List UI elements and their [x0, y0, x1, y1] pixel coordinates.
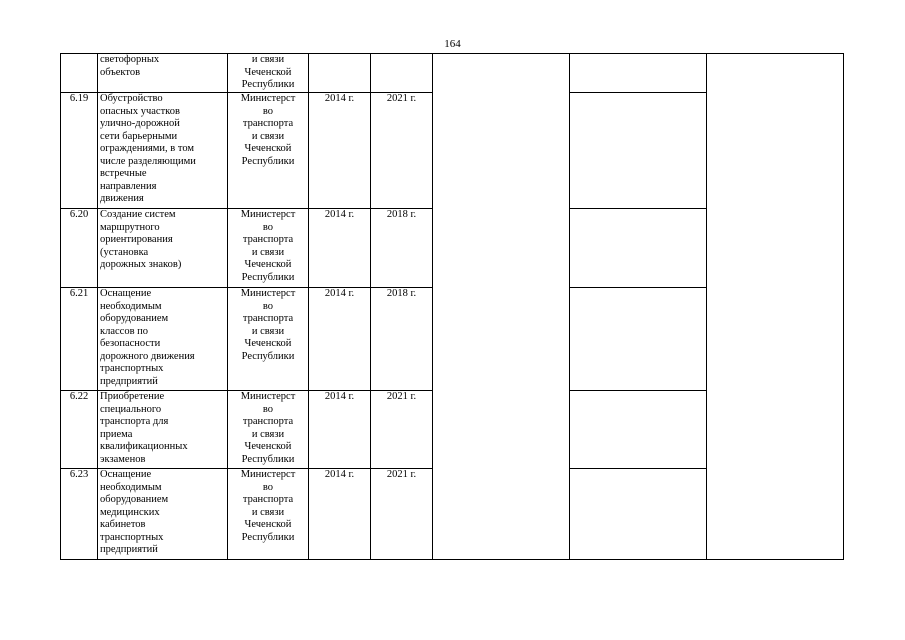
empty-cell	[570, 93, 707, 209]
measure-name: светофорных объектов	[98, 54, 228, 93]
table-row	[61, 54, 844, 93]
executor: и связи Чеченской Республики	[228, 54, 309, 93]
empty-cell	[570, 391, 707, 469]
row-number: 6.22	[61, 391, 98, 469]
measure-name: Оснащение необходимым оборудованием классов по безопасности дорожного движения транспортных предприятий	[98, 288, 228, 391]
measures-table	[60, 53, 844, 560]
end-year: 2018 г.	[371, 209, 433, 288]
empty-cell	[570, 54, 707, 93]
measure-name: Обустройство опасных участков улично-дорожной сети барьерными ограждениями, в том числе разделяющими встречные направления движения	[98, 93, 228, 209]
end-year: 2021 г.	[371, 391, 433, 469]
row-number: 6.21	[61, 288, 98, 391]
executor: Министерст во транспорта и связи Чеченской Республики	[228, 209, 309, 288]
measure-name: Создание систем маршрутного ориентирования (установка дорожных знаков)	[98, 209, 228, 288]
page-number: 164	[444, 38, 461, 50]
executor: Министерст во транспорта и связи Чеченской Республики	[228, 469, 309, 560]
empty-cell	[570, 288, 707, 391]
end-year	[371, 54, 433, 93]
row-number	[61, 54, 98, 93]
start-year: 2014 г.	[309, 391, 371, 469]
empty-merged-cell	[707, 54, 844, 560]
measure-name: Оснащение необходимым оборудованием медицинских кабинетов транспортных предприятий	[98, 469, 228, 560]
start-year	[309, 54, 371, 93]
start-year: 2014 г.	[309, 288, 371, 391]
start-year: 2014 г.	[309, 209, 371, 288]
empty-cell	[570, 209, 707, 288]
end-year: 2018 г.	[371, 288, 433, 391]
row-number: 6.19	[61, 93, 98, 209]
empty-merged-cell	[433, 54, 570, 560]
row-number: 6.23	[61, 469, 98, 560]
start-year: 2014 г.	[309, 469, 371, 560]
end-year: 2021 г.	[371, 469, 433, 560]
executor: Министерст во транспорта и связи Чеченской Республики	[228, 93, 309, 209]
executor: Министерст во транспорта и связи Чеченской Республики	[228, 288, 309, 391]
start-year: 2014 г.	[309, 93, 371, 209]
executor: Министерст во транспорта и связи Чеченской Республики	[228, 391, 309, 469]
empty-cell	[570, 469, 707, 560]
measure-name: Приобретение специального транспорта для приема квалификационных экзаменов	[98, 391, 228, 469]
row-number: 6.20	[61, 209, 98, 288]
end-year: 2021 г.	[371, 93, 433, 209]
